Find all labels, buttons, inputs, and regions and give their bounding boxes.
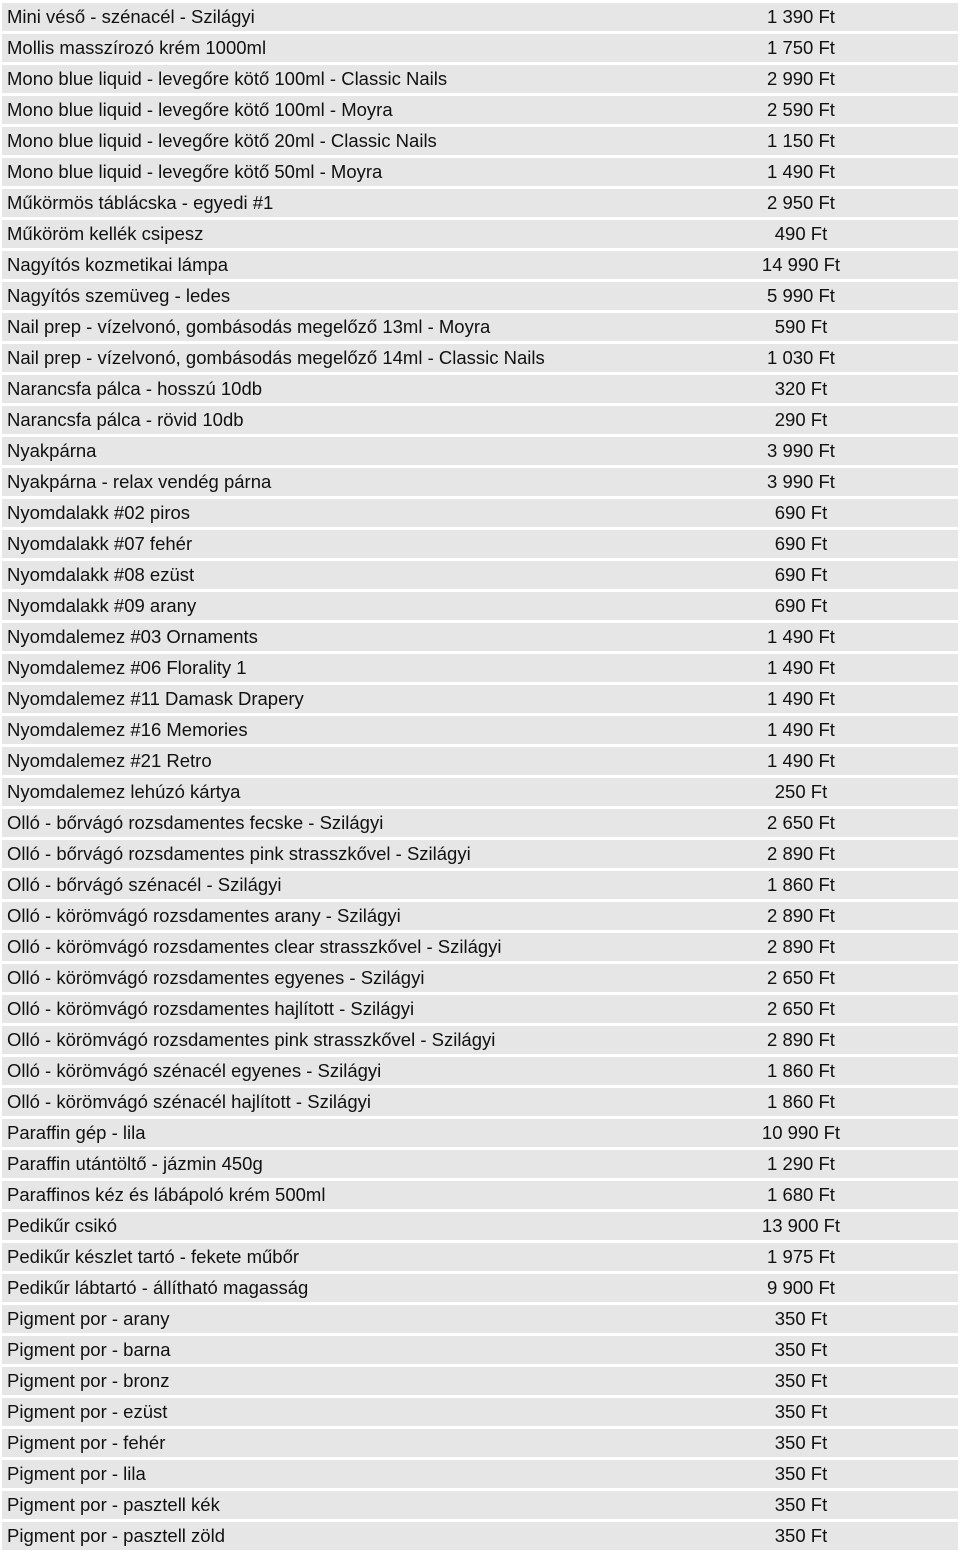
product-price: 1 030 Ft: [652, 344, 958, 372]
table-row: [2, 344, 958, 372]
product-price: 590 Ft: [652, 313, 958, 341]
table-row: [2, 1150, 958, 1178]
product-name: Nyomdalemez #06 Florality 1: [2, 654, 652, 682]
product-price: 2 650 Ft: [652, 995, 958, 1023]
table-row: [2, 1119, 958, 1147]
table-row: [2, 406, 958, 434]
product-name: Olló - bőrvágó rozsdamentes fecske - Szilágyi: [2, 809, 652, 837]
product-name: Olló - körömvágó rozsdamentes hajlított - Szilágyi: [2, 995, 652, 1023]
product-name: Pigment por - pasztell zöld: [2, 1522, 652, 1550]
product-name: Nyomdalemez lehúzó kártya: [2, 778, 652, 806]
table-row: [2, 1429, 958, 1457]
product-price: 1 860 Ft: [652, 1088, 958, 1116]
product-price: 1 490 Ft: [652, 654, 958, 682]
product-name: Nagyítós kozmetikai lámpa: [2, 251, 652, 279]
product-price: 1 860 Ft: [652, 1057, 958, 1085]
table-row: [2, 964, 958, 992]
table-row: [2, 1522, 958, 1550]
product-name: Narancsfa pálca - hosszú 10db: [2, 375, 652, 403]
table-row: [2, 499, 958, 527]
product-name: Olló - bőrvágó rozsdamentes pink strasszkővel - Szilágyi: [2, 840, 652, 868]
product-price: 2 890 Ft: [652, 1026, 958, 1054]
product-price: 320 Ft: [652, 375, 958, 403]
product-price: 3 990 Ft: [652, 437, 958, 465]
table-row: [2, 282, 958, 310]
price-list-body: [2, 3, 958, 1550]
table-row: [2, 375, 958, 403]
table-row: [2, 1367, 958, 1395]
table-row: [2, 220, 958, 248]
product-price: 1 490 Ft: [652, 685, 958, 713]
table-row: [2, 1491, 958, 1519]
product-name: Mono blue liquid - levegőre kötő 100ml - Classic Nails: [2, 65, 652, 93]
table-row: [2, 1026, 958, 1054]
table-row: [2, 1088, 958, 1116]
table-row: [2, 1243, 958, 1271]
table-row: [2, 158, 958, 186]
product-name: Olló - bőrvágó szénacél - Szilágyi: [2, 871, 652, 899]
table-row: [2, 623, 958, 651]
product-name: Mono blue liquid - levegőre kötő 50ml - Moyra: [2, 158, 652, 186]
product-name: Pigment por - bronz: [2, 1367, 652, 1395]
table-row: [2, 189, 958, 217]
product-name: Pigment por - arany: [2, 1305, 652, 1333]
product-price: 350 Ft: [652, 1398, 958, 1426]
product-name: Olló - körömvágó rozsdamentes arany - Szilágyi: [2, 902, 652, 930]
product-price: 5 990 Ft: [652, 282, 958, 310]
table-row: [2, 995, 958, 1023]
product-name: Pigment por - barna: [2, 1336, 652, 1364]
product-price: 1 860 Ft: [652, 871, 958, 899]
product-name: Olló - körömvágó rozsdamentes clear strasszkővel - Szilágyi: [2, 933, 652, 961]
product-price: 1 390 Ft: [652, 3, 958, 31]
table-row: [2, 1212, 958, 1240]
product-name: Nyomdalemez #11 Damask Drapery: [2, 685, 652, 713]
product-name: Olló - körömvágó rozsdamentes pink strasszkővel - Szilágyi: [2, 1026, 652, 1054]
product-price: 1 150 Ft: [652, 127, 958, 155]
product-price: 9 900 Ft: [652, 1274, 958, 1302]
product-name: Pigment por - pasztell kék: [2, 1491, 652, 1519]
product-price: 2 650 Ft: [652, 809, 958, 837]
product-price: 290 Ft: [652, 406, 958, 434]
product-name: Narancsfa pálca - rövid 10db: [2, 406, 652, 434]
table-row: [2, 1274, 958, 1302]
table-row: [2, 809, 958, 837]
product-price: 2 890 Ft: [652, 840, 958, 868]
product-name: Mono blue liquid - levegőre kötő 100ml - Moyra: [2, 96, 652, 124]
product-name: Nyomdalakk #08 ezüst: [2, 561, 652, 589]
table-row: [2, 251, 958, 279]
table-row: [2, 561, 958, 589]
product-price: 690 Ft: [652, 530, 958, 558]
product-price: 690 Ft: [652, 499, 958, 527]
product-name: Pedikűr lábtartó - állítható magasság: [2, 1274, 652, 1302]
product-name: Paraffinos kéz és lábápoló krém 500ml: [2, 1181, 652, 1209]
product-price: 350 Ft: [652, 1336, 958, 1364]
product-price: 2 990 Ft: [652, 65, 958, 93]
product-name: Pigment por - lila: [2, 1460, 652, 1488]
table-row: [2, 3, 958, 31]
product-price: 1 750 Ft: [652, 34, 958, 62]
product-price: 2 890 Ft: [652, 902, 958, 930]
product-price: 350 Ft: [652, 1460, 958, 1488]
table-row: [2, 1460, 958, 1488]
product-name: Nail prep - vízelvonó, gombásodás megelőző 14ml - Classic Nails: [2, 344, 652, 372]
table-row: [2, 1336, 958, 1364]
product-price: 1 490 Ft: [652, 716, 958, 744]
product-price: 490 Ft: [652, 220, 958, 248]
product-price: 2 650 Ft: [652, 964, 958, 992]
table-row: [2, 747, 958, 775]
product-price: 350 Ft: [652, 1491, 958, 1519]
table-row: [2, 778, 958, 806]
product-name: Nyomdalemez #16 Memories: [2, 716, 652, 744]
product-name: Nyomdalakk #09 arany: [2, 592, 652, 620]
product-name: Nyakpárna: [2, 437, 652, 465]
price-list-table: [2, 0, 958, 1553]
table-row: [2, 592, 958, 620]
product-name: Mini véső - szénacél - Szilágyi: [2, 3, 652, 31]
product-name: Paraffin utántöltő - jázmin 450g: [2, 1150, 652, 1178]
product-name: Nyomdalakk #07 fehér: [2, 530, 652, 558]
product-name: Paraffin gép - lila: [2, 1119, 652, 1147]
product-name: Pedikűr készlet tartó - fekete műbőr: [2, 1243, 652, 1271]
product-name: Olló - körömvágó szénacél hajlított - Szilágyi: [2, 1088, 652, 1116]
table-row: [2, 685, 958, 713]
table-row: [2, 34, 958, 62]
product-name: Pigment por - ezüst: [2, 1398, 652, 1426]
product-price: 1 975 Ft: [652, 1243, 958, 1271]
table-row: [2, 933, 958, 961]
product-name: Nyakpárna - relax vendég párna: [2, 468, 652, 496]
product-price: 350 Ft: [652, 1429, 958, 1457]
product-name: Mollis masszírozó krém 1000ml: [2, 34, 652, 62]
table-row: [2, 871, 958, 899]
product-price: 3 990 Ft: [652, 468, 958, 496]
product-price: 1 490 Ft: [652, 623, 958, 651]
product-price: 13 900 Ft: [652, 1212, 958, 1240]
product-price: 350 Ft: [652, 1367, 958, 1395]
table-row: [2, 313, 958, 341]
product-name: Pigment por - fehér: [2, 1429, 652, 1457]
product-name: Olló - körömvágó rozsdamentes egyenes - Szilágyi: [2, 964, 652, 992]
table-row: [2, 902, 958, 930]
product-price: 350 Ft: [652, 1305, 958, 1333]
product-price: 690 Ft: [652, 561, 958, 589]
table-row: [2, 530, 958, 558]
table-row: [2, 840, 958, 868]
product-name: Nyomdalemez #21 Retro: [2, 747, 652, 775]
product-price: 1 680 Ft: [652, 1181, 958, 1209]
table-row: [2, 1181, 958, 1209]
table-row: [2, 1398, 958, 1426]
product-price: 250 Ft: [652, 778, 958, 806]
product-name: Nyomdalemez #03 Ornaments: [2, 623, 652, 651]
table-row: [2, 65, 958, 93]
product-price: 14 990 Ft: [652, 251, 958, 279]
product-price: 1 290 Ft: [652, 1150, 958, 1178]
table-row: [2, 127, 958, 155]
product-name: Nyomdalakk #02 piros: [2, 499, 652, 527]
product-name: Olló - körömvágó szénacél egyenes - Szilágyi: [2, 1057, 652, 1085]
table-row: [2, 96, 958, 124]
product-price: 2 950 Ft: [652, 189, 958, 217]
product-price: 1 490 Ft: [652, 158, 958, 186]
table-row: [2, 1057, 958, 1085]
product-name: Mono blue liquid - levegőre kötő 20ml - Classic Nails: [2, 127, 652, 155]
table-row: [2, 716, 958, 744]
product-price: 690 Ft: [652, 592, 958, 620]
product-price: 350 Ft: [652, 1522, 958, 1550]
product-name: Nagyítós szemüveg - ledes: [2, 282, 652, 310]
table-row: [2, 1305, 958, 1333]
product-name: Pedikűr csikó: [2, 1212, 652, 1240]
product-price: 1 490 Ft: [652, 747, 958, 775]
table-row: [2, 654, 958, 682]
table-row: [2, 437, 958, 465]
product-price: 2 890 Ft: [652, 933, 958, 961]
product-price: 10 990 Ft: [652, 1119, 958, 1147]
product-name: Műköröm kellék csipesz: [2, 220, 652, 248]
product-price: 2 590 Ft: [652, 96, 958, 124]
product-name: Műkörmös táblácska - egyedi #1: [2, 189, 652, 217]
product-name: Nail prep - vízelvonó, gombásodás megelőző 13ml - Moyra: [2, 313, 652, 341]
table-row: [2, 468, 958, 496]
